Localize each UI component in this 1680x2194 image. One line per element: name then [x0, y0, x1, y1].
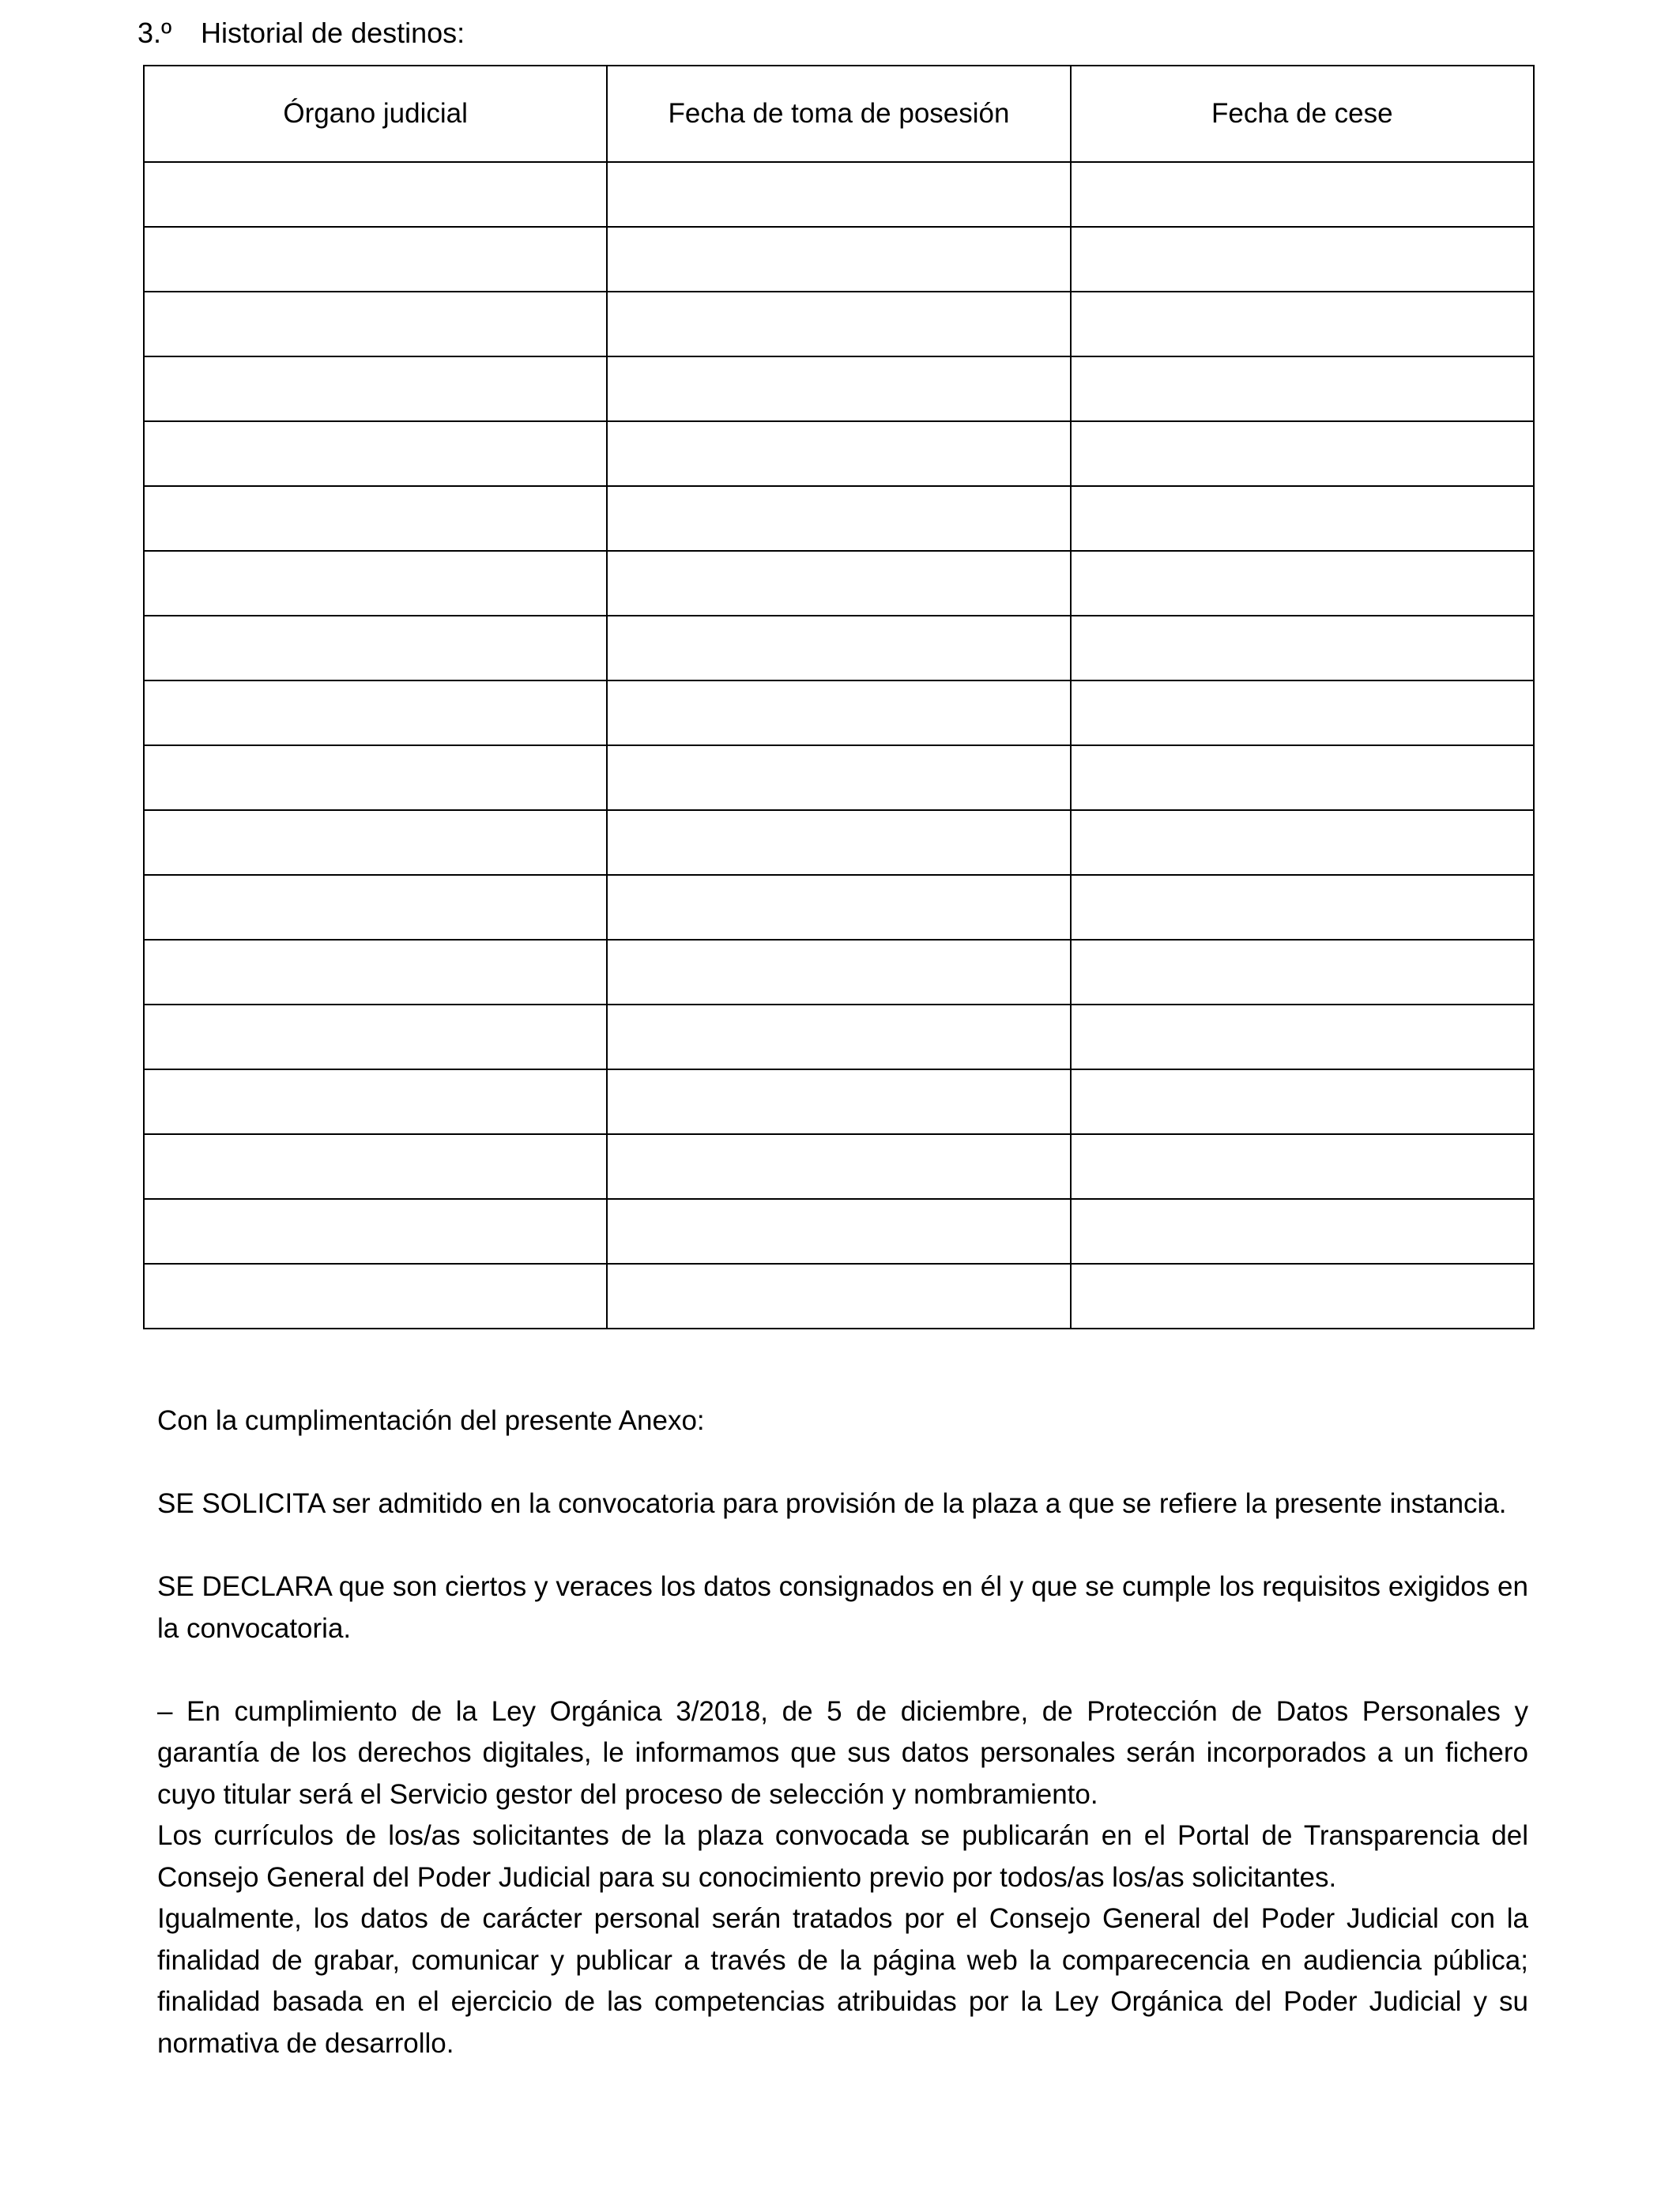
table-cell: [1071, 162, 1534, 227]
data-protection-paragraph: – En cumplimiento de la Ley Orgánica 3/2018, de 5 de diciembre, de Protección de Datos Personales y garantía de los derechos digitales, le informamos que sus datos personales serán incorporados a un fichero cuyo titular será el Servicio gestor del proceso de selección y nombramiento.: [157, 1695, 1528, 1810]
table-cell: [607, 745, 1070, 810]
table-cell: [607, 1069, 1070, 1134]
solicita-paragraph: SE SOLICITA ser admitido en la convocatoria para provisión de la plaza a que se refiere la presente instancia.: [157, 1488, 1507, 1519]
curriculos-paragraph: Los currículos de los/as solicitantes de la plaza convocada se publicarán en el Portal de Transparencia del Consejo General del Poder Judicial para su conocimiento previo por todos/as los/as solicitantes.: [157, 1820, 1528, 1893]
table-row: [144, 810, 1534, 875]
table-cell: [607, 421, 1070, 486]
table-cell: [144, 292, 607, 356]
table-cell: [144, 421, 607, 486]
table-cell: [607, 356, 1070, 421]
table-cell: [607, 940, 1070, 1005]
table-cell: [1071, 421, 1534, 486]
declara-paragraph: SE DECLARA que son ciertos y veraces los datos consignados en él y que se cumple los requisitos exigidos en la convocatoria.: [157, 1571, 1528, 1644]
table-row: [144, 680, 1534, 745]
table-row: [144, 421, 1534, 486]
table-cell: [144, 616, 607, 680]
table-row: [144, 616, 1534, 680]
table-cell: [144, 551, 607, 616]
table-header-row: [144, 66, 1534, 162]
table-cell: [144, 1005, 607, 1069]
table-cell: [1071, 486, 1534, 551]
intro-paragraph: Con la cumplimentación del presente Anexo:: [157, 1405, 705, 1436]
table-row: [144, 551, 1534, 616]
table-cell: [607, 810, 1070, 875]
section-heading: [137, 13, 465, 54]
table-cell: [607, 616, 1070, 680]
table-row: [144, 356, 1534, 421]
header-fecha-toma-posesion: Fecha de toma de posesión: [607, 66, 1070, 162]
table-row: [144, 227, 1534, 292]
table-cell: [1071, 1069, 1534, 1134]
table-cell: [144, 1134, 607, 1199]
table-cell: [144, 875, 607, 940]
table-cell: [607, 875, 1070, 940]
table-cell: [1071, 551, 1534, 616]
table-row: [144, 1264, 1534, 1329]
table-cell: [607, 162, 1070, 227]
table-cell: [144, 810, 607, 875]
table-row: [144, 745, 1534, 810]
table-cell: [607, 1264, 1070, 1329]
table-row: [144, 486, 1534, 551]
table-cell: [607, 1134, 1070, 1199]
table-cell: [607, 227, 1070, 292]
table-cell: [1071, 745, 1534, 810]
table-cell: [144, 1069, 607, 1134]
table-cell: [1071, 1264, 1534, 1329]
table-row: [144, 1005, 1534, 1069]
table-cell: [144, 745, 607, 810]
table-cell: [1071, 292, 1534, 356]
table-cell: [144, 486, 607, 551]
destinations-history-table: [143, 65, 1535, 1329]
header-organo-judicial: Órgano judicial: [144, 66, 607, 162]
table-cell: [607, 292, 1070, 356]
header-fecha-cese: Fecha de cese: [1071, 66, 1534, 162]
table-cell: [1071, 940, 1534, 1005]
table-cell: [1071, 875, 1534, 940]
table-cell: [144, 940, 607, 1005]
table-body: [144, 162, 1534, 1329]
table-row: [144, 1199, 1534, 1264]
table-cell: [144, 227, 607, 292]
table-cell: [144, 356, 607, 421]
table-row: [144, 1069, 1534, 1134]
table-cell: [144, 680, 607, 745]
section-title: Historial de destinos:: [201, 17, 465, 49]
table-cell: [607, 551, 1070, 616]
document-body: [157, 1400, 1528, 2064]
table-cell: [144, 162, 607, 227]
table-row: [144, 875, 1534, 940]
table-row: [144, 1134, 1534, 1199]
section-number: 3.º: [137, 17, 172, 49]
table-row: [144, 292, 1534, 356]
data-treatment-paragraph: Igualmente, los datos de carácter personal serán tratados por el Consejo General del Poder Judicial con la finalidad de grabar, comunicar y publicar a través de la página web la comparecencia en audiencia pública; finalidad basada en el ejercicio de las competencias atribuidas por la Ley Orgánica del Poder Judicial y su normativa de desarrollo.: [157, 1903, 1528, 2059]
table-cell: [607, 1199, 1070, 1264]
table-cell: [1071, 1134, 1534, 1199]
table-cell: [1071, 1199, 1534, 1264]
table-cell: [1071, 680, 1534, 745]
table-cell: [1071, 810, 1534, 875]
table-cell: [144, 1199, 607, 1264]
table-row: [144, 162, 1534, 227]
table-cell: [607, 486, 1070, 551]
table-cell: [144, 1264, 607, 1329]
table-cell: [607, 680, 1070, 745]
table-cell: [1071, 356, 1534, 421]
table-cell: [1071, 227, 1534, 292]
table-cell: [607, 1005, 1070, 1069]
table-cell: [1071, 1005, 1534, 1069]
table-cell: [1071, 616, 1534, 680]
table-row: [144, 940, 1534, 1005]
